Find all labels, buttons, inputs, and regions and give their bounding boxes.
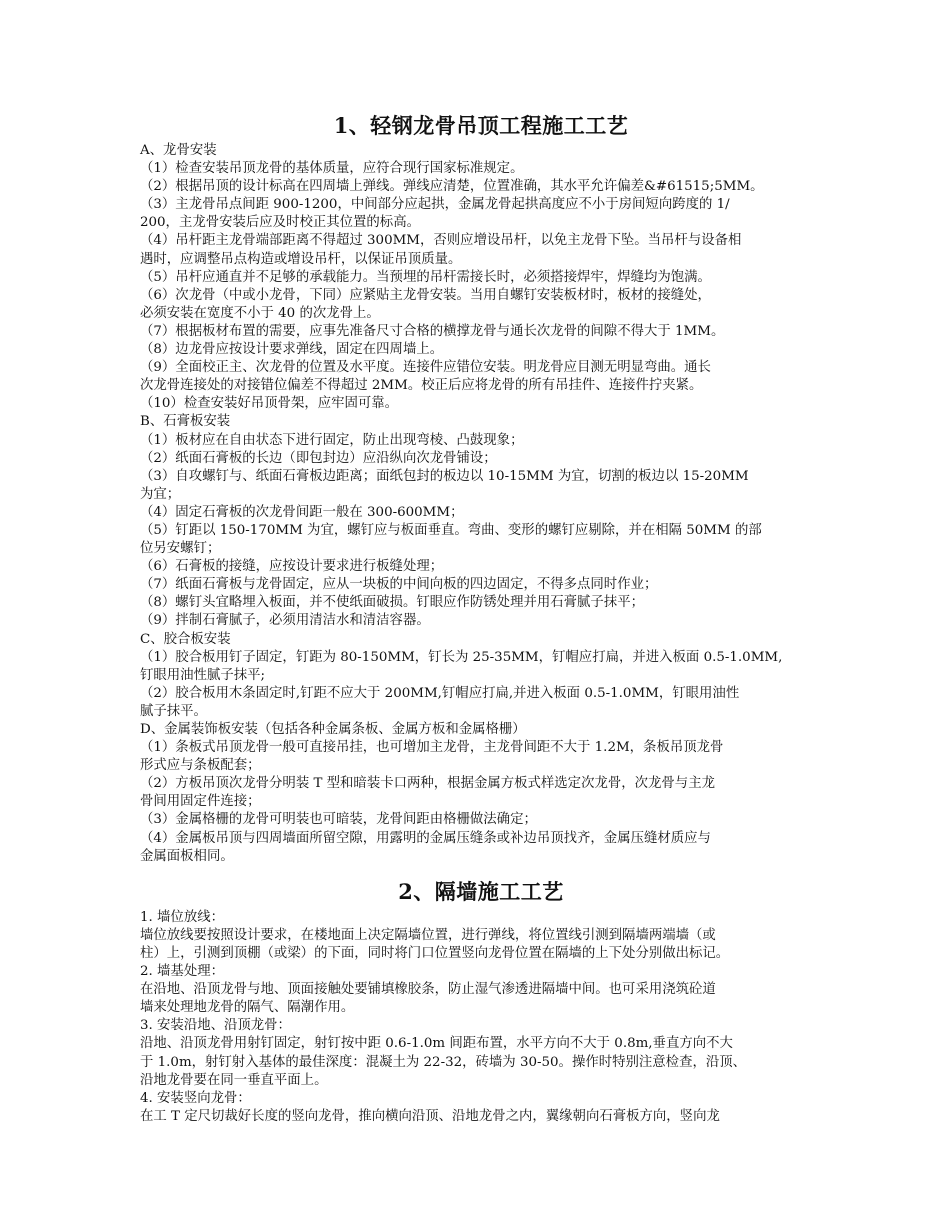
section-1-body	[140, 142, 822, 866]
text-line: 1. 墙位放线：	[140, 909, 224, 925]
text-line: 为宜；	[140, 486, 181, 502]
text-line: （2）纸面石膏板的长边（即包封边）应沿纵向次龙骨铺设；	[140, 450, 497, 466]
text-line: （7）根据板材布置的需要，应事先准备尺寸合格的横撑龙骨与通长次龙骨的间隙不得大于 1MM。	[140, 323, 725, 339]
text-line: 次龙骨连接处的对接错位偏差不得超过 2MM。校正后应将龙骨的所有吊挂件、连接件拧夹紧。	[140, 378, 703, 394]
text-line: （9）全面校正主、次龙骨的位置及水平度。连接件应错位安装。明龙骨应目测无明显弯曲。通长	[140, 360, 711, 376]
text-line: 3. 安装沿地、沿顶龙骨：	[140, 1018, 291, 1034]
text-line: （1）检查安装吊顶龙骨的基体质量，应符合现行国家标准规定。	[140, 161, 524, 177]
text-line: （1）胶合板用钉子固定，钉距为 80-150MM，钉长为 25-35MM，钉帽应打扁，并进入板面 0.5-1.0MM,	[140, 649, 783, 665]
text-line: （9）拌制石膏腻子，必须用清洁水和清洁容器。	[140, 613, 430, 629]
text-line: 沿地、沿顶龙骨用射钉固定，射钉按中距 0.6-1.0m 间距布置，水平方向不大于 0.8m,垂直方向不大	[140, 1036, 733, 1052]
text-line: 柱）上，引测到顶棚（或梁）的下面，同时将门口位置竖向龙骨位置在隔墙的上下处分别做出标记。	[140, 945, 730, 961]
text-line: B、石膏板安装	[140, 414, 231, 430]
text-line: （4）固定石膏板的次龙骨间距一般在 300-600MM；	[140, 504, 464, 520]
section-2-title: 2、隔墙施工工艺	[398, 878, 564, 904]
text-line: （4）吊杆距主龙骨端部距离不得超过 300MM，否则应增设吊杆，以免主龙骨下坠。当吊杆与设备相	[140, 233, 742, 249]
text-line: 钉眼用油性腻子抹平;	[140, 667, 266, 683]
text-line: 必须安装在宽度不小于 40 的次龙骨上。	[140, 305, 380, 321]
text-line: 沿地龙骨要在同一垂直平面上。	[140, 1072, 328, 1088]
text-line: 位另安螺钉；	[140, 541, 221, 557]
text-line: （3）主龙骨吊点间距 900-1200，中间部分应起拱，金属龙骨起拱高度应不小于房间短向跨度的 1/	[140, 197, 730, 213]
text-line: A、龙骨安装	[140, 143, 217, 158]
text-line: （6）石膏板的接缝，应按设计要求进行板缝处理；	[140, 559, 444, 575]
text-line: （8）边龙骨应按设计要求弹线，固定在四周墙上。	[140, 342, 444, 358]
text-line: 2. 墙基处理：	[140, 964, 224, 980]
text-line: 在工 T 定尺切裁好长度的竖向龙骨，推向横向沿顶、沿地龙骨之内，翼缘朝向石膏板方向，竖向龙	[140, 1108, 720, 1124]
text-line: 形式应与条板配套；	[140, 758, 261, 774]
text-line: （4）金属板吊顶与四周墙面所留空隙，用露明的金属压缝条或补边吊顶找齐，金属压缝材质应与	[140, 830, 711, 846]
text-line: （2）根据吊顶的设计标高在四周墙上弹线。弹线应清楚，位置准确，其水平允许偏差&#61515;5MM。	[140, 179, 764, 195]
text-line: 4. 安装竖向龙骨：	[140, 1090, 251, 1106]
section-1-title: 1、轻钢龙骨吊顶工程施工工艺	[333, 113, 629, 138]
section-2-body	[140, 909, 822, 1126]
text-line: （1）条板式吊顶龙骨一般可直接吊挂，也可增加主龙骨，主龙骨间距不大于 1.2M，条板吊顶龙骨	[140, 740, 724, 756]
text-line: 遇时，应调整吊点构造或增设吊杆，以保证吊顶质量。	[140, 251, 462, 267]
text-line: 骨间用固定件连接；	[140, 794, 261, 810]
text-line: （2）方板吊顶次龙骨分明装 T 型和暗装卡口两种，根据金属方板式样选定次龙骨，次龙骨与主龙	[140, 776, 715, 792]
text-line: 腻子抹平。	[140, 703, 207, 719]
text-line: （5）钉距以 150-170MM 为宜，螺钉应与板面垂直。弯曲、变形的螺钉应剔除，并在相隔 50MM 的部	[140, 522, 762, 538]
text-line: （3）金属格栅的龙骨可明装也可暗装，龙骨间距由格栅做法确定；	[140, 812, 537, 828]
text-line: 在沿地、沿顶龙骨与地、顶面接触处要铺填橡胶条，防止湿气渗透进隔墙中间。也可采用浇筑砼道	[140, 982, 716, 998]
text-line: （1）板材应在自由状态下进行固定，防止出现弯棱、凸鼓现象；	[140, 432, 524, 448]
text-line: 于 1.0m，射钉射入基体的最佳深度：混凝土为 22-32，砖墙为 30-50。操作时特别注意检查，沿顶、	[140, 1054, 747, 1070]
text-line: （8）螺钉头宜略埋入板面，并不使纸面破损。钉眼应作防锈处理并用石膏腻子抹平；	[140, 595, 644, 611]
text-line: 200，主龙骨安装后应及时校正其位置的标高。	[140, 215, 420, 231]
document-page	[140, 112, 822, 1126]
text-line: 金属面板相同。	[140, 848, 234, 864]
text-line: 墙来处理地龙骨的隔气、隔潮作用。	[140, 1000, 355, 1016]
text-line: D、金属装饰板安装（包括各种金属条板、金属方板和金属格栅）	[140, 722, 526, 737]
text-line: C、胶合板安装	[140, 631, 231, 647]
text-line: （2）胶合板用木条固定时,钉距不应大于 200MM,钉帽应打扁,并进入板面 0.5-1.0MM，钉眼用油性	[140, 685, 740, 701]
text-line: （7）纸面石膏板与龙骨固定，应从一块板的中间向板的四边固定，不得多点同时作业；	[140, 577, 658, 593]
text-line: （3）自攻螺钉与、纸面石膏板边距离；面纸包封的板边以 10-15MM 为宜，切割的板边以 15-20MM	[140, 468, 749, 484]
text-line: （10）检查安装好吊顶骨架，应牢固可靠。	[140, 396, 399, 412]
text-line: （6）次龙骨（中或小龙骨，下同）应紧贴主龙骨安装。当用自螺钉安装板材时，板材的接缝处，	[140, 287, 711, 303]
text-line: 墙位放线要按照设计要求，在楼地面上决定隔墙位置，进行弹线，将位置线引测到隔墙两端墙（或	[140, 927, 716, 943]
text-line: （5）吊杆应通直并不足够的承载能力。当预埋的吊杆需接长时，必须搭接焊牢，焊缝均为饱满。	[140, 269, 711, 285]
